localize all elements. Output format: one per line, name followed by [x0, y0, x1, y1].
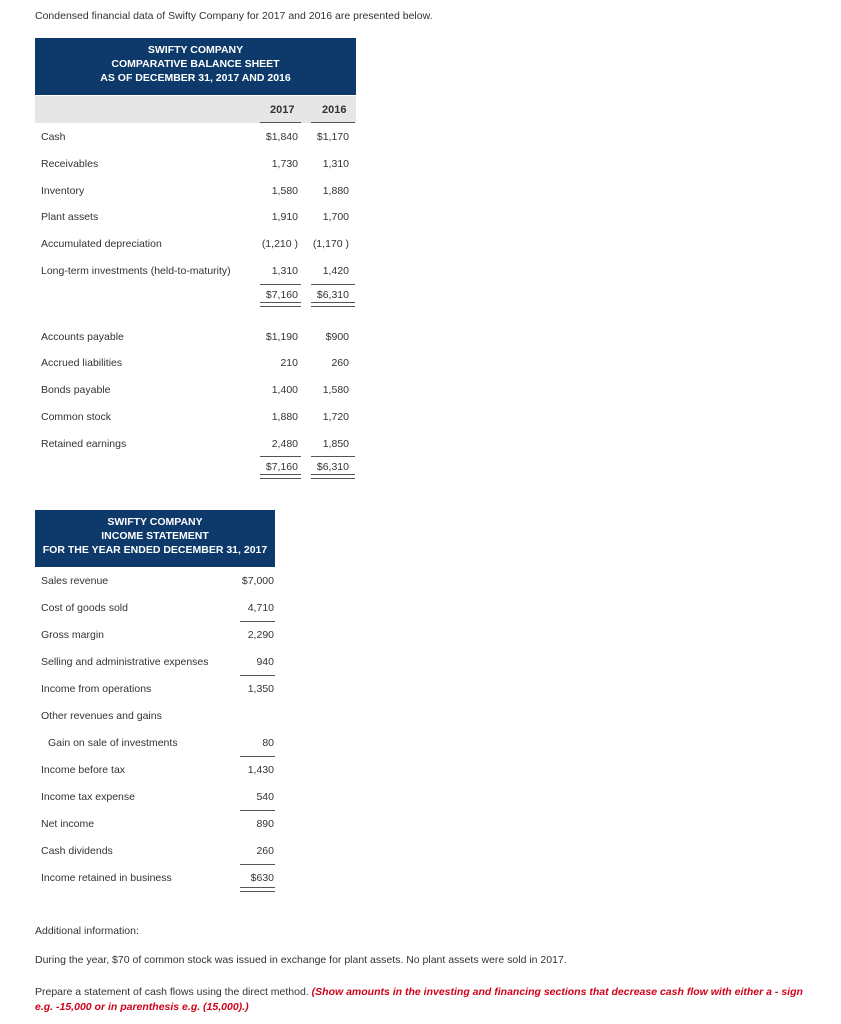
bs-value-2016: 1,880 — [322, 185, 349, 197]
additional-info-label: Additional information: — [35, 925, 139, 937]
bs-row-label: Cash — [41, 131, 66, 143]
income-statement-header — [35, 510, 275, 567]
bs-liabilities-total-2016: $6,310 — [316, 461, 349, 473]
is-row-label: Income before tax — [41, 764, 126, 776]
income-statement-title: INCOME STATEMENT — [101, 530, 209, 542]
bs-row-label: Common stock — [41, 411, 112, 423]
bs-row-label: Plant assets — [41, 211, 99, 223]
is-value: 1,350 — [247, 683, 274, 695]
is-value: 940 — [256, 656, 274, 668]
bs-value-2016: $900 — [325, 331, 349, 343]
bs-value-2016: 1,700 — [322, 211, 349, 223]
bs-value-2017: 1,880 — [271, 411, 298, 423]
bs-value-2017: $1,190 — [265, 331, 298, 343]
intro-text: Condensed financial data of Swifty Company for 2017 and 2016 are presented below. — [35, 10, 433, 22]
bs-row-label: Accrued liabilities — [41, 357, 123, 369]
bs-value-2017: 2,480 — [271, 438, 298, 450]
bs-liabilities-total-2017: $7,160 — [265, 461, 298, 473]
is-row-label: Cost of goods sold — [41, 602, 128, 614]
is-row-label: Other revenues and gains — [41, 710, 162, 722]
bs-row-label: Accumulated depreciation — [41, 238, 162, 250]
bs-assets-total-2016: $6,310 — [316, 289, 349, 301]
bs-value-2016: 1,580 — [322, 384, 349, 396]
bs-row-label: Retained earnings — [41, 438, 127, 450]
bs-value-2017: (1,210 ) — [261, 238, 298, 250]
is-value: 1,430 — [247, 764, 274, 776]
instruction-text: Prepare a statement of cash flows using the direct method. — [35, 986, 309, 998]
additional-info-text: During the year, $70 of common stock was issued in exchange for plant assets. No plant assets were sold in 2017. — [35, 954, 567, 966]
is-value: $7,000 — [241, 575, 274, 587]
balance-sheet-header — [35, 38, 356, 95]
is-row-label: Income from operations — [41, 683, 152, 695]
balance-sheet-title: COMPARATIVE BALANCE SHEET — [111, 58, 280, 70]
is-row-label: Net income — [41, 818, 95, 830]
bs-value-2016: $1,170 — [316, 131, 349, 143]
bs-value-2017: 1,580 — [271, 185, 298, 197]
is-row-label: Sales revenue — [41, 575, 109, 587]
bs-value-2017: 210 — [280, 357, 298, 369]
balance-sheet-company: SWIFTY COMPANY — [147, 44, 244, 56]
instruction-paragraph — [35, 985, 805, 1015]
bs-value-2017: 1,310 — [271, 265, 298, 277]
is-row-label: Income tax expense — [41, 791, 135, 803]
is-row-label: Cash dividends — [41, 845, 113, 857]
bs-row-label: Long-term investments (held-to-maturity) — [41, 265, 231, 277]
year-header-bar — [35, 96, 356, 123]
bs-row-label: Bonds payable — [41, 384, 111, 396]
is-row-label: Income retained in business — [41, 872, 172, 884]
bs-value-2016: 1,850 — [322, 438, 349, 450]
is-row-label: Gain on sale of investments — [48, 737, 178, 749]
bs-value-2016: 1,310 — [322, 158, 349, 170]
bs-row-label: Receivables — [41, 158, 99, 170]
income-statement-period: FOR THE YEAR ENDED DECEMBER 31, 2017 — [42, 544, 268, 556]
is-value: 2,290 — [247, 629, 274, 641]
instruction-note: (Show amounts in the investing and financing sections that decrease cash flow with either a - sign e.g. -15,000 or in parenthesis e.g. (15,000).) — [35, 986, 803, 1013]
bs-value-2017: $1,840 — [265, 131, 298, 143]
bs-value-2017: 1,730 — [271, 158, 298, 170]
bs-row-label: Accounts payable — [41, 331, 124, 343]
year-2017-header: 2017 — [270, 104, 295, 116]
bs-value-2016: 1,420 — [322, 265, 349, 277]
is-row-label: Gross margin — [41, 629, 105, 641]
year-2016-header: 2016 — [322, 104, 347, 116]
is-value: 540 — [256, 791, 274, 803]
is-value: 260 — [256, 845, 274, 857]
bs-value-2016: 260 — [331, 357, 349, 369]
is-row-label: Selling and administrative expenses — [41, 656, 209, 668]
bs-value-2016: 1,720 — [322, 411, 349, 423]
is-value: 80 — [262, 737, 274, 749]
bs-value-2017: 1,400 — [271, 384, 298, 396]
is-value: 4,710 — [247, 602, 274, 614]
balance-sheet-date: AS OF DECEMBER 31, 2017 AND 2016 — [100, 72, 291, 84]
bs-value-2016: (1,170 ) — [312, 238, 349, 250]
bs-value-2017: 1,910 — [271, 211, 298, 223]
is-value: 890 — [256, 818, 274, 830]
income-statement-company: SWIFTY COMPANY — [107, 516, 203, 528]
bs-assets-total-2017: $7,160 — [265, 289, 298, 301]
bs-row-label: Inventory — [41, 185, 85, 197]
is-value: $630 — [250, 872, 274, 884]
